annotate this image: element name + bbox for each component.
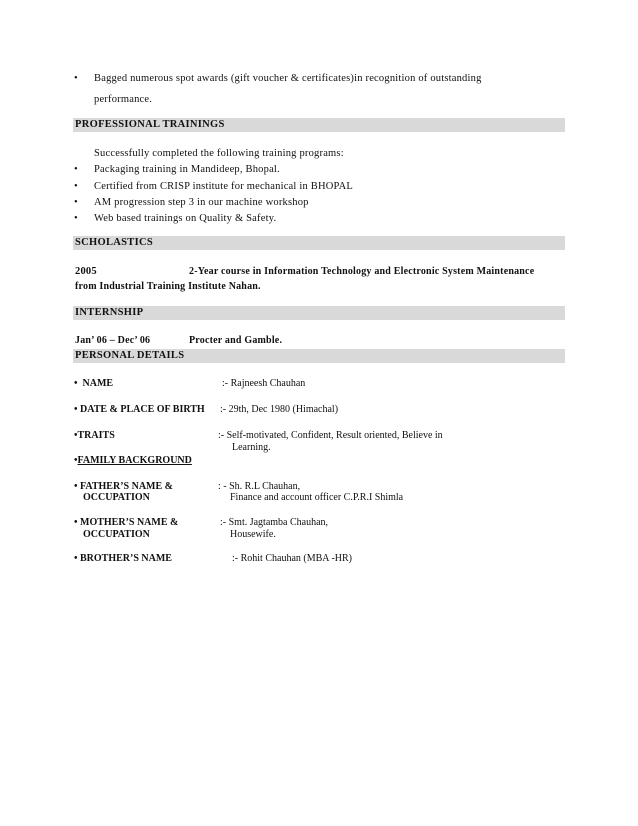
father-label-cont: OCCUPATION — [83, 492, 150, 503]
brother-label: • BROTHER’S NAME — [74, 553, 172, 564]
bullet-icon: • — [74, 181, 78, 192]
scholastics-institute: from Industrial Training Institute Nahan. — [75, 281, 261, 292]
scholastics-year: 2005 — [75, 266, 97, 277]
section-heading-internship: INTERNSHIP — [73, 306, 565, 320]
scholastics-course: 2-Year course in Information Technology and Electronic System Maintenance — [189, 266, 535, 277]
section-heading-scholastics: SCHOLASTICS — [73, 236, 565, 250]
section-heading-trainings: PROFESSIONAL TRAININGS — [73, 118, 565, 132]
bullet-icon: • — [74, 213, 78, 224]
father-label: • FATHER’S NAME & — [74, 481, 173, 492]
dob-label: • DATE & PLACE OF BIRTH — [74, 404, 205, 415]
bullet-icon: • — [74, 553, 78, 564]
mother-label: • MOTHER’S NAME & — [74, 517, 179, 528]
trainings-intro: Successfully completed the following training programs: — [94, 148, 344, 159]
bullet-icon: • — [74, 517, 78, 528]
achievement-text-cont: performance. — [94, 94, 153, 105]
father-value-cont: Finance and account officer C.P.R.I Shimla — [230, 492, 404, 503]
bullet-icon: • — [74, 481, 78, 492]
traits-label: •TRAITS — [74, 430, 115, 441]
internship-company: Procter and Gamble. — [189, 335, 283, 346]
name-label: • NAME — [74, 378, 114, 389]
internship-period: Jan’ 06 – Dec’ 06 — [75, 335, 151, 346]
family-label: •FAMILY BACKGROUND — [74, 455, 192, 466]
name-value: :- Rajneesh Chauhan — [222, 378, 306, 389]
mother-value: :- Smt. Jagtamba Chauhan, — [220, 517, 329, 528]
bullet-icon: • — [74, 378, 78, 389]
bullet-icon: • — [74, 455, 78, 466]
traits-value-cont: Learning. — [232, 442, 271, 453]
traits-value: :- Self-motivated, Confident, Result oriented, Believe in — [218, 430, 443, 441]
bullet-icon: • — [74, 430, 78, 441]
bullet-icon: • — [74, 73, 78, 84]
dob-value: :- 29th, Dec 1980 (Himachal) — [220, 404, 339, 415]
resume-page: • Bagged numerous spot awards (gift voucher & certificates)in recognition of outstanding performance. PROFESSIONAL TRAININGS Successfully completed the following training programs: • Packaging training in Mandideep, Bhopal. • Certified from CRISP institute for mechanical in BHOPAL • AM progression step 3 in our machine workshop • Web based trainings on Quality & Safety. SCHOLASTICS 2005 2-Year course in Information Technology and Electronic System Maintenance from Industrial Training Institute Nahan. INTERNSHIP Jan’ 06 – Dec’ 06 Procter and Gamble. PERSONAL DETAILS • NAME :- Rajneesh Chauhan • DATE & PLACE OF BIRTH :- 29th, Dec 1980 (Himachal) •TRAITS :- Self-motivated, Confident, Result oriented, Believe in Learning. •FAMILY BACKGROUND • FATHER’S NAME & : - Sh. R.L Chauhan, OCCUPATION Finance and account officer C.P.R.I Shimla • MOTHER’S NAME & :- Smt. Jagtamba Chauhan, OCCUPATION Housewife. • BROTHER’S NAME :- Rohit Chauhan (MBA -HR) — [0, 0, 638, 826]
section-heading-personal: PERSONAL DETAILS — [73, 349, 565, 363]
brother-value: :- Rohit Chauhan (MBA -HR) — [232, 553, 352, 564]
father-value: : - Sh. R.L Chauhan, — [218, 481, 301, 492]
achievement-text: Bagged numerous spot awards (gift voucher & certificates)in recognition of outstanding — [94, 73, 482, 84]
bullet-icon: • — [74, 197, 78, 208]
mother-value-cont: Housewife. — [230, 529, 276, 540]
mother-label-cont: OCCUPATION — [83, 529, 150, 540]
bullet-icon: • — [74, 404, 78, 415]
bullet-icon: • — [74, 164, 78, 175]
